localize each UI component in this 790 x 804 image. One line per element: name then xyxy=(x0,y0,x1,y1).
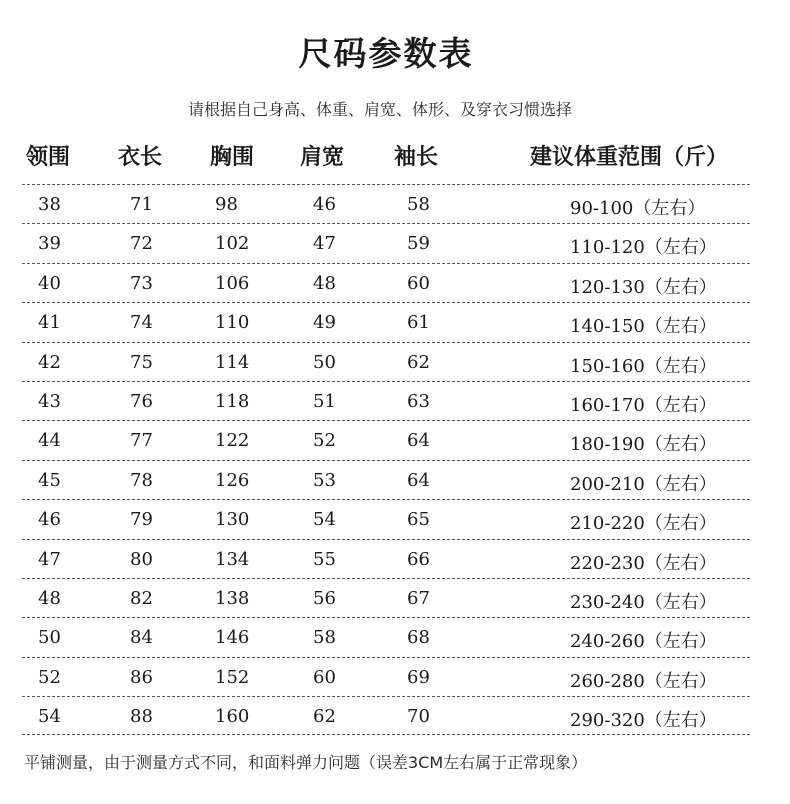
cell-collar: 38 xyxy=(38,194,61,215)
cell-shoulder: 52 xyxy=(313,430,336,452)
cell-sleeve: 70 xyxy=(407,706,430,728)
cell-length: 82 xyxy=(130,587,153,609)
cell-collar: 45 xyxy=(38,469,61,491)
table-row xyxy=(22,539,750,578)
cell-weight: 120-130（左右） xyxy=(570,276,717,298)
cell-length: 77 xyxy=(130,430,153,452)
cell-collar: 44 xyxy=(38,430,61,452)
cell-weight: 240-260（左右） xyxy=(570,631,717,653)
cell-chest: 126 xyxy=(215,469,250,491)
page-subtitle: 请根据自己身高、体重、肩宽、体形、及穿衣习惯选择 xyxy=(187,100,572,119)
table-row xyxy=(22,499,750,538)
cell-chest: 138 xyxy=(215,587,250,609)
table-row xyxy=(22,381,750,420)
table-row xyxy=(22,302,750,341)
header-sleeve: 袖长 xyxy=(394,145,439,170)
cell-shoulder: 47 xyxy=(313,233,336,255)
cell-shoulder: 55 xyxy=(313,548,336,570)
table-row xyxy=(22,263,750,302)
cell-collar: 47 xyxy=(38,548,61,570)
cell-chest: 118 xyxy=(215,390,250,412)
header-chest: 胸围 xyxy=(210,145,255,170)
cell-sleeve: 63 xyxy=(407,390,430,412)
cell-shoulder: 48 xyxy=(313,272,336,294)
cell-sleeve: 66 xyxy=(407,548,430,570)
cell-collar: 42 xyxy=(38,351,61,373)
cell-chest: 106 xyxy=(215,272,250,294)
header-length: 衣长 xyxy=(118,145,163,170)
cell-weight: 200-210（左右） xyxy=(570,473,717,495)
cell-chest: 160 xyxy=(215,706,250,728)
cell-collar: 41 xyxy=(38,312,61,334)
size-table xyxy=(22,184,750,735)
cell-weight: 90-100（左右） xyxy=(570,198,706,219)
cell-shoulder: 60 xyxy=(313,666,336,688)
cell-collar: 40 xyxy=(38,272,61,294)
cell-chest: 122 xyxy=(215,430,250,452)
table-row xyxy=(22,223,750,262)
cell-sleeve: 65 xyxy=(407,509,430,531)
cell-collar: 50 xyxy=(38,627,61,649)
cell-length: 72 xyxy=(130,233,153,255)
cell-sleeve: 69 xyxy=(407,666,430,688)
cell-weight: 290-320（左右） xyxy=(570,710,717,732)
cell-collar: 46 xyxy=(38,509,61,531)
header-collar: 领围 xyxy=(26,145,71,170)
cell-length: 86 xyxy=(130,666,153,688)
cell-chest: 134 xyxy=(215,548,250,570)
cell-chest: 102 xyxy=(215,233,250,255)
header-shoulder: 肩宽 xyxy=(300,145,345,170)
table-row xyxy=(22,578,750,617)
cell-collar: 54 xyxy=(38,706,61,728)
table-header xyxy=(22,140,750,174)
table-row xyxy=(22,420,750,459)
cell-shoulder: 62 xyxy=(313,706,336,728)
table-row xyxy=(22,617,750,656)
cell-shoulder: 49 xyxy=(313,312,336,334)
table-row xyxy=(22,696,750,735)
table-row xyxy=(22,460,750,499)
cell-shoulder: 46 xyxy=(313,194,336,215)
cell-shoulder: 50 xyxy=(313,351,336,373)
cell-chest: 146 xyxy=(215,627,250,649)
cell-length: 80 xyxy=(130,548,153,570)
table-row xyxy=(22,184,750,223)
cell-weight: 110-120（左右） xyxy=(570,237,717,259)
cell-length: 88 xyxy=(130,706,153,728)
cell-length: 78 xyxy=(130,469,153,491)
cell-sleeve: 64 xyxy=(407,469,430,491)
cell-weight: 230-240（左右） xyxy=(570,591,717,613)
cell-weight: 140-150（左右） xyxy=(570,316,717,338)
cell-sleeve: 68 xyxy=(407,627,430,649)
cell-sleeve: 59 xyxy=(407,233,430,255)
cell-length: 76 xyxy=(130,390,153,412)
page-title: 尺码参数表 xyxy=(298,34,474,73)
cell-sleeve: 61 xyxy=(407,312,430,334)
cell-shoulder: 58 xyxy=(313,627,336,649)
cell-weight: 210-220（左右） xyxy=(570,513,717,535)
cell-collar: 52 xyxy=(38,666,61,688)
cell-length: 79 xyxy=(130,509,153,531)
cell-shoulder: 56 xyxy=(313,587,336,609)
cell-length: 71 xyxy=(130,194,153,215)
cell-shoulder: 54 xyxy=(313,509,336,531)
cell-shoulder: 51 xyxy=(313,390,336,412)
cell-sleeve: 64 xyxy=(407,430,430,452)
cell-chest: 152 xyxy=(215,666,250,688)
cell-sleeve: 67 xyxy=(407,587,430,609)
cell-weight: 260-280（左右） xyxy=(570,670,717,692)
cell-collar: 43 xyxy=(38,390,61,412)
cell-sleeve: 60 xyxy=(407,272,430,294)
cell-chest: 130 xyxy=(215,509,250,531)
cell-chest: 110 xyxy=(215,312,250,334)
cell-chest: 114 xyxy=(215,351,250,373)
cell-length: 74 xyxy=(130,312,153,334)
cell-shoulder: 53 xyxy=(313,469,336,491)
cell-weight: 180-190（左右） xyxy=(570,434,717,456)
cell-length: 84 xyxy=(130,627,153,649)
cell-weight: 150-160（左右） xyxy=(570,355,717,377)
cell-length: 75 xyxy=(130,351,153,373)
cell-collar: 48 xyxy=(38,587,61,609)
header-weight: 建议体重范围（斤） xyxy=(530,145,729,170)
cell-length: 73 xyxy=(130,272,153,294)
cell-sleeve: 62 xyxy=(407,351,430,373)
table-row xyxy=(22,342,750,381)
cell-chest: 98 xyxy=(215,194,238,215)
cell-weight: 220-230（左右） xyxy=(570,552,717,574)
cell-sleeve: 58 xyxy=(407,194,430,215)
measurement-note: 平铺测量，由于测量方式不同，和面料弹力问题（误差3CM左右属于正常现象） xyxy=(24,753,588,772)
cell-weight: 160-170（左右） xyxy=(570,394,717,416)
table-row xyxy=(22,657,750,696)
cell-collar: 39 xyxy=(38,233,61,255)
